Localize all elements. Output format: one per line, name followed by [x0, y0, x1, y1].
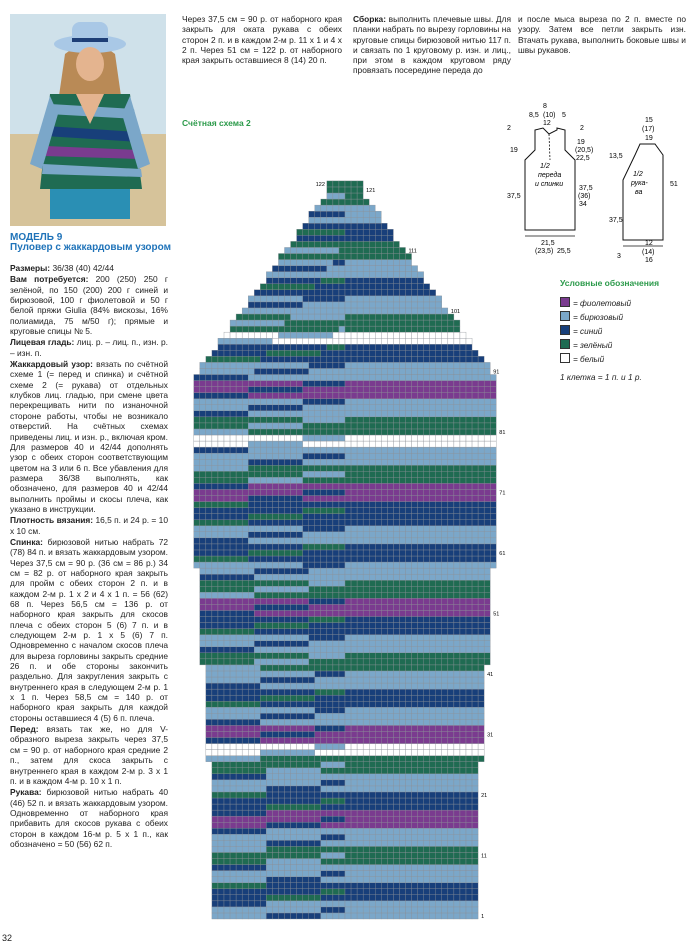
- model-name: Пуловер с жаккардовым узором: [10, 242, 172, 253]
- chart-row-label: 51: [493, 611, 500, 618]
- swatch-blue: [560, 325, 570, 335]
- chart-row-label: 11: [481, 853, 487, 860]
- swatch-turquoise: [560, 311, 570, 321]
- legend-note: 1 клетка = 1 п. и 1 р.: [560, 372, 642, 382]
- chart-row-label: 71: [499, 490, 506, 497]
- chart-row-label: 81: [499, 430, 506, 436]
- sleeve-label: 1/2: [633, 171, 643, 178]
- chart-row-label: 61: [499, 551, 506, 557]
- chart-row-label: 21: [481, 793, 488, 799]
- chart-row-label: 111: [408, 248, 417, 255]
- chart-cells: [194, 181, 500, 919]
- section-stockinette: Лицевая гладь: лиц. р. – лиц. п., изн. р. – изн. п.: [10, 337, 169, 358]
- body-label: 1/2: [540, 163, 550, 170]
- measurement-schematic: [505, 100, 695, 265]
- swatch-white: [560, 353, 570, 363]
- page-number: 32: [2, 933, 13, 943]
- chart-row-label: 91: [493, 369, 500, 376]
- chart-row-label: 101: [450, 309, 461, 315]
- legend-title: Условные обозначения: [560, 278, 660, 288]
- section-back: Спинка: бирюзовой нитью набрать 72 (78) 84 п. и вязать жаккардовым узором. Через 37,5 см = 90 р. (36 см = 86 р.) 34 см = 82 р. от наборного края закрыть для пройм с обеих сторон 2 п. и в каждом 2-м р. 1 х 2 и 4 х 1 п. = 56 (62) 68 п. Через 56,5 см = 136 р. от наборного края закрыть для скосов плеча с обеих сторон 5 (6) 7 п. и в следующем 2-м р. 1 х 5 (6) 7 п. Одновременно с началом скосов плеча для выреза горловины закрыть средние 26 п. и обе стороны закончить раздельно. Для закругления закрыть с внутреннего края в следующем 2-м р. 1 х 1 п. Через 58,5 см = 140 р. от наборного края закрыть для каждой стороны оставшиеся 4 (5) 6 п. плеча.: [10, 536, 169, 723]
- chart-row-label: 122: [315, 182, 325, 188]
- section-materials: Вам потребуется: 200 (250) 250 г зелёной, по 150 (200) 200 г синей и бирюзовой, 100 г фиолетовой и 50 г белой пряжи Giulia (84% вискозы, 16% полиамида, 75 м/50 г); прямые и круговые спицы № 5.: [10, 274, 168, 337]
- chart-row-label: 31: [487, 732, 494, 739]
- section-gauge: Плотность вязания: 16,5 п. и 24 р. = 10 х 10 см.: [10, 515, 168, 536]
- chart-row-label: 121: [366, 188, 376, 194]
- chart-title: Счётная схема 2: [182, 118, 251, 128]
- legend-item-blue: = синий: [560, 325, 602, 335]
- legend-item-turquoise: = бирюзовый: [560, 311, 623, 321]
- section-front: Перед: вязать так же, но для V-образного выреза закрыть через 37,5 см = 90 р. от наборного края средние 2 п., затем для скоса закрыть с внутреннего края в каждом 2-м р. 3 х 1 п. и в каждом 4-м р. 10 х 1 п.: [10, 724, 168, 786]
- section-sleeves: Рукава: бирюзовой нитью набрать 40 (46) 52 п. и вязать жаккардовым узором. Одновременно от наборного края прибавить для скосов рукава с обеих сторон в каждом 16-м р. 5 х 1 п., как обозначено = 50 (56) 62 п.: [10, 787, 169, 849]
- model-number: МОДЕЛЬ 9: [10, 232, 63, 243]
- body-piece-schematic: [507, 103, 593, 255]
- chart-row-label: 41: [487, 672, 494, 678]
- swatch-violet: [560, 297, 570, 307]
- sleeve-piece-schematic: [609, 117, 678, 264]
- legend-item-violet: = фиолетовый: [560, 297, 631, 307]
- swatch-green: [560, 339, 570, 349]
- instructions-column-2: Через 37,5 см = 90 р. от наборного края закрыть для оката рукава с обеих сторон 2 п. и в каждом 2-м р. 11 х 1 и 4 х 2 п. Через 51 см = 122 р. от наборного края закрыть оставшиеся 8 (14) 20 п.: [182, 14, 342, 66]
- section-sizes: Размеры: 36/38 (40) 42/44: [10, 263, 114, 273]
- section-jacquard: Жаккардовый узор: вязать по счётной схеме 1 (= перед и спинка) и счётной схеме 2 (= рукава) от отдельных клубков лиц. гладью, при смене цвета перекрещивать нити по изнаночной стороне работы, чтобы не возникало отверстий. На счётных схемах приведены лиц. и изн. р., включая кром. Для размеров 40 и 42/44 дополнять узор с обеих сторон соответствующим цветом на 3 или 6 п. Все убавления для размера 36/38 выполнять, как обозначено, для размеров 40 и 42/44 выполнить проймы и скосы плеча, как указано в инструкции.: [10, 359, 168, 514]
- legend-item-white: = белый: [560, 353, 604, 363]
- instructions-column-4: и после мыса выреза по 2 п. вместе по узору. Затем все петли закрыть изн. Втачать рукава, выполнить боковые швы и швы рукавов.: [518, 14, 686, 55]
- legend-item-green: = зелёный: [560, 339, 612, 349]
- instructions-column-3: Сборка: выполнить плечевые швы. Для планки набрать по вырезу горловины на круговые спицы бирюзовой нитью 117 п. и связать по 1 круговому р. изн. и лиц., при этом в каждом круговом ряду провязать посередине переда до: [353, 14, 512, 76]
- chart-row-label: 1: [481, 914, 485, 920]
